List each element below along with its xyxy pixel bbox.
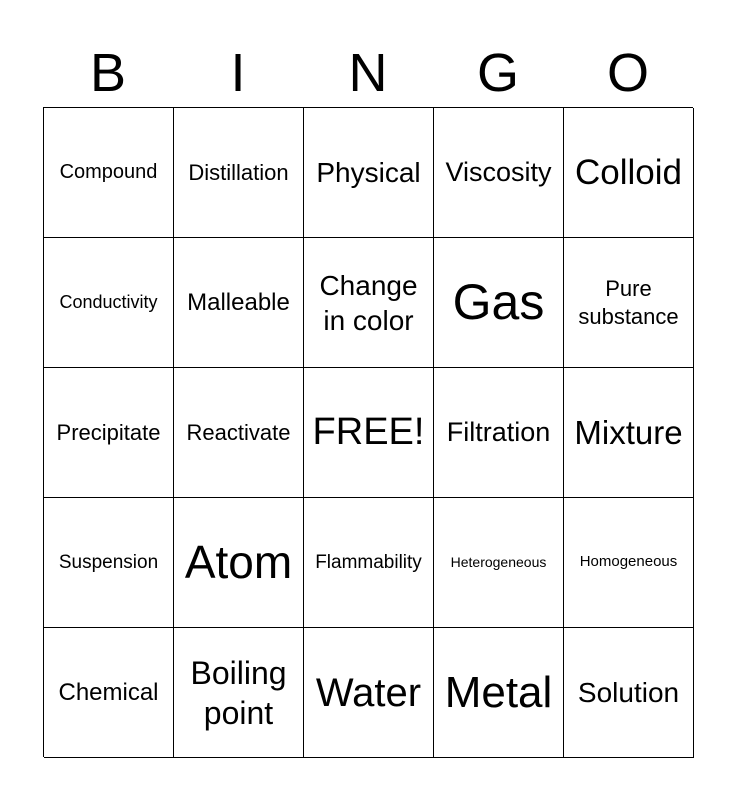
- bingo-cell[interactable]: [304, 238, 434, 368]
- bingo-cell[interactable]: [174, 628, 304, 758]
- header-letter-g: G: [476, 43, 519, 103]
- cell-label: Reactivate: [186, 419, 291, 445]
- bingo-cell[interactable]: [174, 108, 304, 238]
- cell-label: Gas: [452, 274, 545, 331]
- cell-label: Homogeneous: [579, 553, 678, 571]
- bingo-cell[interactable]: [434, 628, 564, 758]
- bingo-cell[interactable]: [304, 628, 434, 758]
- cell-label: Distillation: [188, 159, 289, 185]
- bingo-cell[interactable]: [434, 368, 564, 498]
- bingo-cell[interactable]: [44, 498, 174, 628]
- bingo-cell[interactable]: [44, 238, 174, 368]
- header-letter-b: B: [89, 43, 127, 103]
- header-letter-o: O: [606, 43, 649, 103]
- bingo-cell[interactable]: [434, 498, 564, 628]
- cell-label: Filtration: [446, 416, 551, 447]
- cell-label: Malleable: [187, 288, 290, 316]
- cell-label: FREE!: [312, 410, 425, 453]
- header-letter-n: N: [348, 43, 388, 103]
- bingo-cell[interactable]: [174, 238, 304, 368]
- bingo-cell[interactable]: [564, 628, 694, 758]
- free-space-cell[interactable]: [304, 368, 434, 498]
- cell-label: Solution: [577, 677, 680, 708]
- cell-label: Chemical: [58, 678, 159, 706]
- cell-label: Water: [315, 670, 422, 715]
- bingo-header: [43, 42, 693, 104]
- bingo-grid: [43, 107, 693, 757]
- cell-label: Compound: [59, 161, 158, 183]
- bingo-cell[interactable]: [44, 108, 174, 238]
- cell-label: Atom: [184, 535, 293, 588]
- cell-label: Pure substance: [578, 276, 679, 329]
- bingo-cell[interactable]: [304, 498, 434, 628]
- bingo-cell[interactable]: [44, 628, 174, 758]
- bingo-cell[interactable]: [564, 368, 694, 498]
- bingo-cell[interactable]: [434, 108, 564, 238]
- bingo-cell[interactable]: [564, 498, 694, 628]
- cell-label: Metal: [444, 668, 553, 717]
- bingo-cell[interactable]: [434, 238, 564, 368]
- bingo-cell[interactable]: [564, 108, 694, 238]
- bingo-cell[interactable]: [174, 498, 304, 628]
- cell-label: Boiling point: [190, 654, 287, 731]
- cell-label: Flammability: [315, 551, 422, 573]
- bingo-cell[interactable]: [174, 368, 304, 498]
- header-letter-i: I: [230, 43, 246, 103]
- cell-label: Change in color: [319, 269, 418, 336]
- cell-label: Viscosity: [445, 156, 552, 187]
- cell-label: Suspension: [58, 551, 159, 573]
- bingo-cell[interactable]: [564, 238, 694, 368]
- cell-label: Conductivity: [59, 292, 158, 313]
- bingo-cell[interactable]: [44, 368, 174, 498]
- cell-label: Heterogeneous: [450, 553, 547, 570]
- cell-label: Precipitate: [56, 419, 161, 445]
- cell-label: Colloid: [575, 152, 682, 192]
- cell-label: Physical: [316, 157, 421, 188]
- bingo-cell[interactable]: [304, 108, 434, 238]
- cell-label: Mixture: [574, 413, 683, 451]
